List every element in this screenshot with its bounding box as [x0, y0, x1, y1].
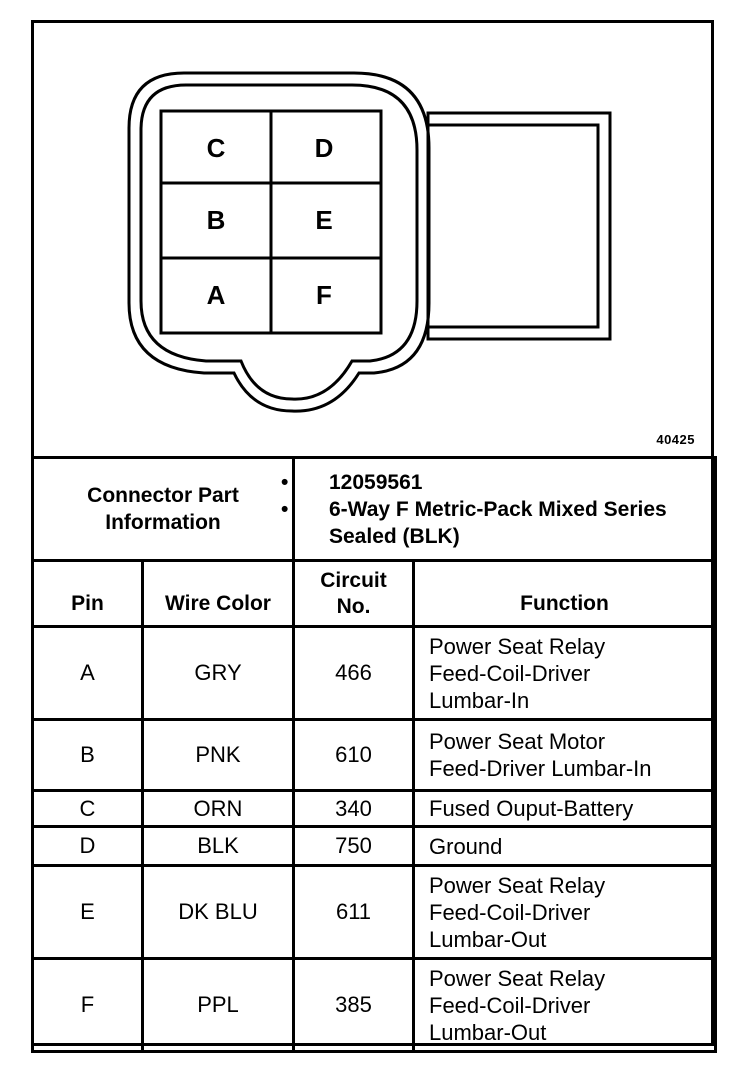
pin-cavity-a: A [206, 280, 226, 310]
table-header-row [33, 561, 716, 627]
connector-info-row [33, 458, 716, 561]
wire-color-cell: DK BLU [143, 866, 294, 959]
header-pin: Pin [33, 561, 143, 627]
function-cell [414, 827, 716, 866]
function-line: Feed-Driver Lumbar-In [429, 756, 652, 781]
circuit-cell: 466 [294, 627, 414, 720]
function-cell [414, 959, 716, 1052]
function-line: Feed-Coil-Driver [429, 660, 591, 686]
part-number-item: • 12059561 [281, 470, 423, 494]
circuit-cell: 340 [294, 791, 414, 827]
pin-cavity-c: C [206, 133, 226, 163]
function-line: Power Seat Motor [429, 729, 606, 754]
function-cell [414, 627, 716, 720]
wire-color-cell: BLK [143, 827, 294, 866]
header-wire-color: Wire Color [143, 561, 294, 627]
pin-cell: E [33, 866, 143, 959]
connector-latch-inner [428, 125, 598, 327]
connector-pinout-table [31, 456, 717, 1053]
pin-cavity-f: F [316, 280, 332, 310]
header-function: Function [414, 561, 716, 627]
pin-cavity-b: B [206, 205, 226, 235]
pin-cell: A [33, 627, 143, 720]
connector-diagram [34, 23, 711, 458]
wire-color-cell: PPL [143, 959, 294, 1052]
pin-cell: F [33, 959, 143, 1052]
table-row [33, 866, 716, 959]
function-cell [414, 866, 716, 959]
circuit-cell: 385 [294, 959, 414, 1052]
circuit-cell: 750 [294, 827, 414, 866]
table-row [33, 791, 716, 827]
pin-cell: C [33, 791, 143, 827]
function-line: Fused Ouput-Battery [429, 796, 634, 821]
connector-type-item: • 6-Way F Metric-Pack Mixed Series Sealed (BLK) [281, 497, 667, 548]
pin-cell: D [33, 827, 143, 866]
function-line: Lumbar-In [429, 687, 530, 713]
connector-face-drawing [34, 23, 711, 458]
function-line: Power Seat Relay [429, 633, 606, 659]
table-row [33, 720, 716, 791]
table-row [33, 827, 716, 866]
pin-cavity-d: D [314, 133, 334, 163]
function-line: Lumbar-Out [429, 926, 547, 952]
table-row [33, 627, 716, 720]
pin-cavity-e: E [315, 205, 333, 235]
function-line: Power Seat Relay [429, 965, 606, 991]
connector-part-info-label: Connector Part Information [33, 458, 294, 561]
connector-latch-outer [428, 113, 610, 339]
wire-color-cell: GRY [143, 627, 294, 720]
function-line: Feed-Coil-Driver [429, 899, 591, 925]
wire-color-cell: PNK [143, 720, 294, 791]
function-cell [414, 791, 716, 827]
function-line: Lumbar-Out [429, 1019, 547, 1045]
wire-color-cell: ORN [143, 791, 294, 827]
function-line: Ground [429, 833, 503, 859]
connector-sheet [31, 20, 714, 1046]
figure-number: 40425 [656, 432, 695, 447]
circuit-cell: 610 [294, 720, 414, 791]
header-circuit-no: Circuit No. [294, 561, 414, 627]
circuit-cell: 611 [294, 866, 414, 959]
function-line: Feed-Coil-Driver [429, 992, 591, 1018]
connector-part-info-values [281, 458, 716, 561]
table-row [33, 959, 716, 1052]
function-line: Power Seat Relay [429, 872, 606, 898]
pin-cell: B [33, 720, 143, 791]
function-cell [414, 720, 716, 791]
